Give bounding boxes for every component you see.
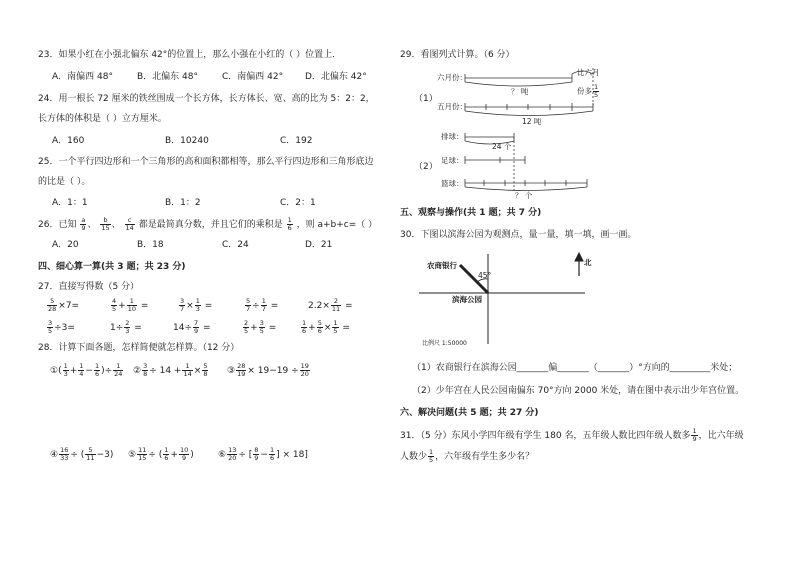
q26-option-c: C．24: [222, 240, 249, 250]
q28-expr-3: ③ $\frac{28}{19}$ × 19−19 ÷ $\frac{19}{20}$: [227, 362, 309, 378]
q30-map-north-label: 北: [584, 258, 592, 267]
q29-part1-unknown: ？ 吨: [511, 87, 529, 96]
q28-expr-4: ④ $\frac{16}{33}$ ÷ ( $\frac{5}{11}$ −3): [50, 446, 114, 462]
q29-part2-label: （2）: [414, 162, 438, 172]
q28-expr-6: ⑥ $\frac{13}{20}$ ÷ [ $\frac{8}{9}$ − $\frac{1}{6}$ ] × 18]: [218, 446, 308, 462]
q26-prefix: 26．已知: [38, 220, 77, 230]
section4-title: 四、细心算一算(共 3 题；共 23 分): [38, 262, 186, 272]
q29-part1-note-line2: 份多 $\frac{1}{5}$: [577, 83, 599, 99]
q26-suffix: ，则 a+b+c=（ ）: [296, 220, 378, 230]
q26-stem: 26．已知 $\frac{a}{9}$ 、 $\frac{b}{15}$ 、 $\frac{c}{14}$ 都是最简真分数，并且它们的乘积是 $\frac{1}{6}$ ，则 a+b+c=（ ）: [38, 216, 378, 232]
q27-item-7: 1÷ $\frac{2}{3}$ =: [110, 319, 142, 335]
q25-stem-line1: 25．一个平行四边形和一个三角形的高和面积都相等，那么平行四边形和三角形底边: [38, 157, 374, 167]
q30-map-bank-label: 农商银行: [427, 261, 457, 270]
q29-stem: 29．看图列式计算。（6 分）: [400, 50, 515, 60]
q30-map-scale: 比例尺 1:50000: [422, 340, 467, 347]
q29-part1-line-diagram: [460, 62, 610, 132]
q29-part1-total: 12 吨: [522, 117, 542, 126]
section6-title: 六、解决问题(共 5 题；共 27 分): [400, 408, 539, 418]
q26-option-b: B．18: [137, 240, 164, 250]
q25-option-a: A．1：1: [52, 198, 88, 208]
q31-line1: 31．（5 分）东风小学四年级有学生 180 名，五年级人数比四年级人数多 $\frac{1}{9}$ ，比六年级: [400, 427, 744, 443]
q29-part2-football-label: 足球：: [441, 156, 464, 165]
q26-product: $\frac{1}{6}$: [287, 216, 292, 232]
q29-part1-label: （1）: [414, 94, 438, 104]
q27-item-2: $\frac{4}{5}$ + $\frac{1}{10}$ =: [112, 297, 149, 313]
q25-stem-line2: 的比是（ ）。: [38, 177, 91, 187]
q24-stem-line1: 24．用一根长 72 厘米的铁丝围成一个长方体，长方体长、宽、高的比为 5：2：2，: [38, 94, 375, 104]
q27-item-8: 14÷ $\frac{7}{9}$ =: [173, 319, 211, 335]
q23-option-a: A．南偏西 48°: [52, 72, 113, 82]
q27-stem: 27．直接写得数（5 分）: [38, 282, 140, 292]
q29-part2-value: 24 个: [492, 142, 512, 151]
q30-map-angle-label: 45°: [478, 271, 492, 280]
q30-map-park-label: 滨海公园: [452, 295, 482, 304]
q29-part1-note-line1: 比六月: [577, 68, 600, 77]
q27-item-4: $\frac{5}{7}$ ÷ $\frac{1}{7}$ =: [246, 297, 279, 313]
q30-sub1: （1）农商银行在滨海公园_______偏_______（_______）°方向的_________米处；: [412, 363, 738, 373]
q26-fraction-c: $\frac{c}{14}$: [125, 216, 134, 232]
q28-expr-5: ⑤ $\frac{11}{15}$ ÷ ( $\frac{1}{6}$ + $\frac{10}{9}$ ): [128, 446, 194, 462]
q27-item-9: $\frac{2}{5}$ + $\frac{3}{5}$ =: [244, 319, 277, 335]
q31-line2: 人数少 $\frac{1}{5}$ ，六年级有学生多少名？: [400, 448, 535, 464]
q23-option-b: B．北偏东 48°: [137, 72, 198, 82]
q29-part1-may-label: 五月份：: [437, 102, 467, 111]
section5-title: 五、观察与操作(共 1 题；共 7 分): [400, 208, 542, 218]
north-arrow-icon: [575, 253, 583, 261]
q30-sub2: （2）少年宫在人民公园南偏东 70°方向 2000 米处，请在图中表示出少年宫位置。: [412, 386, 745, 396]
q30-stem: 30．下图以滨海公园为观测点，量一量，填一填，画一画。: [400, 230, 637, 240]
q23-option-d: D．北偏东 42°: [305, 72, 367, 82]
q23-option-c: C．南偏西 42°: [222, 72, 284, 82]
q24-stem-line2: 长方体的体积是（ ）立方厘米。: [38, 114, 167, 124]
q27-item-5: 2.2× $\frac{2}{11}$ =: [308, 297, 353, 313]
q24-option-a: A．160: [52, 136, 85, 146]
q26-mid: 都是最简真分数，并且它们的乘积是: [138, 220, 283, 230]
q29-part2-volleyball-label: 排球：: [441, 132, 464, 141]
q26-option-a: A．20: [52, 240, 79, 250]
q26-fraction-a: $\frac{a}{9}$: [81, 216, 86, 232]
q25-option-b: B．1：2: [165, 198, 201, 208]
q24-option-b: B．10240: [165, 136, 209, 146]
q29-part1-june-label: 六月份：: [437, 73, 467, 82]
q29-part2-basketball-label: 篮球：: [441, 179, 464, 188]
q26-fraction-b: $\frac{b}{15}$: [101, 216, 110, 232]
q28-expr-2: ② $\frac{3}{8}$ ÷ 14 + $\frac{1}{14}$ × $\frac{5}{8}$: [133, 362, 208, 378]
q27-item-10: $\frac{1}{6}$ + $\frac{5}{6}$ × $\frac{1}{5}$ =: [302, 319, 350, 335]
q28-stem: 28．计算下面各题，怎样简便就怎样算。（12 分）: [38, 343, 240, 353]
q28-expr-1: ①( $\frac{1}{3}$ + $\frac{1}{4}$ − $\frac{1}{6}$ )÷ $\frac{1}{24}$: [50, 362, 123, 378]
q25-option-c: C．2：1: [280, 198, 316, 208]
q24-option-c: C．192: [280, 136, 313, 146]
q23-stem: 23．如果小红在小强北偏东 42°的位置上，那么小强在小红的（ ）位置上．: [38, 50, 342, 60]
q27-item-6: $\frac{3}{5}$ ÷3=: [48, 319, 75, 335]
q29-part2-line-diagram: [462, 128, 592, 200]
q27-item-1: $\frac{5}{28}$ ×7=: [48, 297, 80, 313]
q27-item-3: $\frac{3}{7}$ × $\frac{1}{3}$ =: [180, 297, 213, 313]
q26-option-d: D．21: [305, 240, 333, 250]
q29-part2-unknown: ？ 个: [515, 191, 533, 200]
